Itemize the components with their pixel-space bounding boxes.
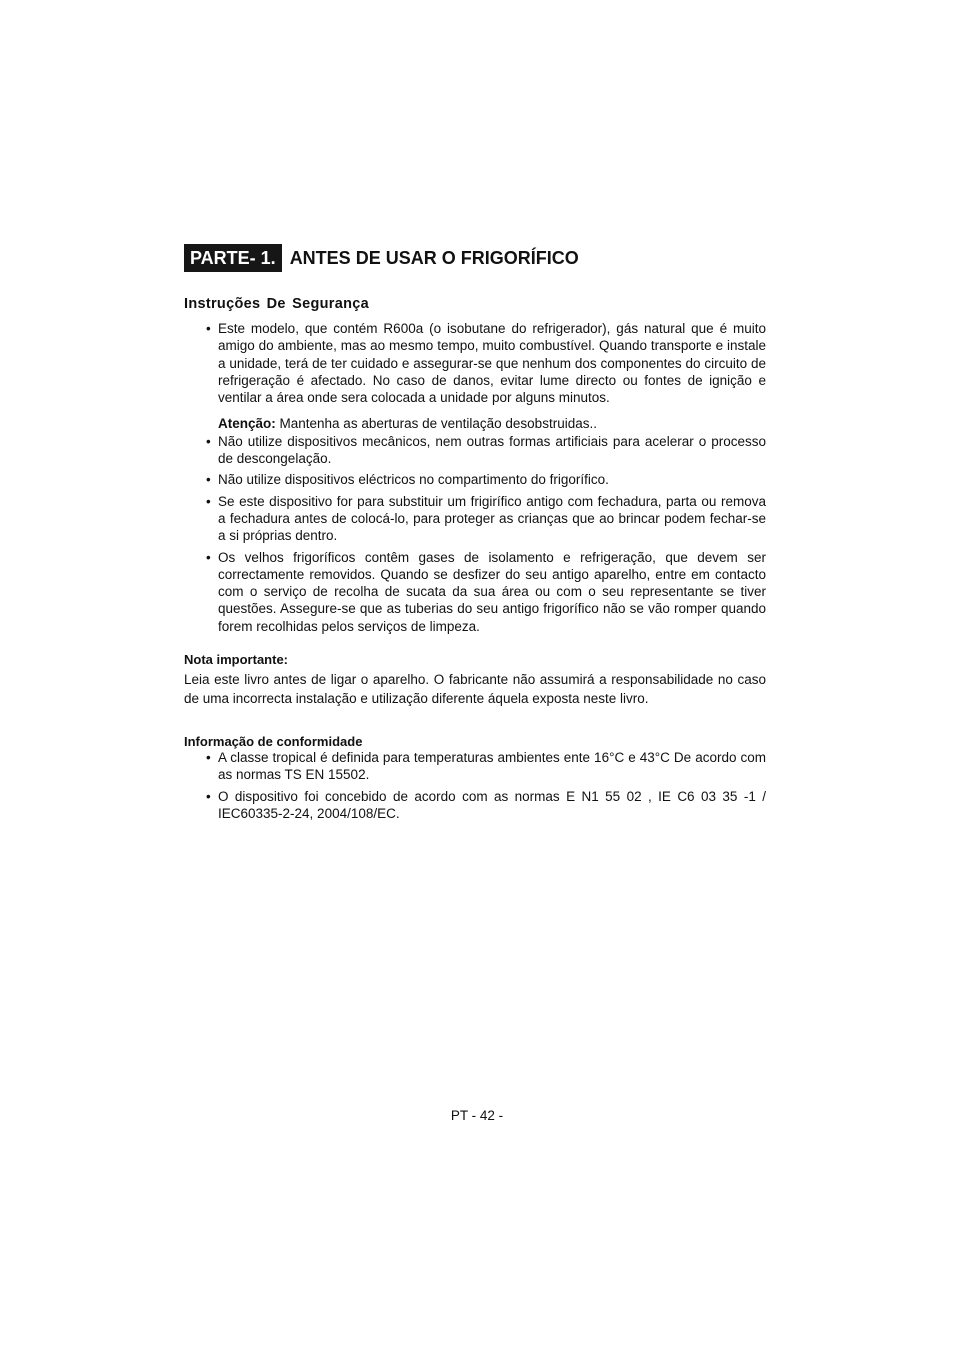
list-item [184, 549, 766, 635]
conformity-list [184, 749, 766, 822]
warning-label: Atenção: [218, 416, 276, 432]
part-badge: PARTE- 1. [184, 244, 282, 272]
bullet-icon: • [206, 750, 211, 766]
note-title: Nota importante: [184, 652, 288, 668]
bullet-icon: • [206, 788, 211, 804]
bullet-icon: • [206, 321, 211, 336]
bullet-icon: • [206, 493, 211, 509]
safety-list-secondary [184, 433, 766, 635]
list-item [184, 493, 766, 545]
bullet-icon: • [206, 549, 211, 565]
note-text: Leia este livro antes de ligar o aparelho. O fabricante não assumirá a responsabilidade no caso de uma incorrecta instalação e utilização diferente áquela exposta neste livro. [184, 672, 766, 706]
list-item-text: O dispositivo foi concebido de acordo com as normas E N1 55 02 , IE C6 03 35 -1 / IEC60335-2-24, 2004/108/EC. [218, 788, 766, 821]
list-item [184, 471, 766, 488]
page-number: PT - 42 - [450, 1108, 504, 1123]
list-item [184, 788, 766, 823]
list-item [184, 749, 766, 784]
list-item-text: Este modelo, que contém R600a (o isobutane do refrigerador), gás natural que é muito amigo do ambiente, mas ao mesmo tempo, muito combustível. Quando transporte e instale a unidade, terá de ter cuidado e assegurar-se que nenhum dos componentes do circuito de refrigeração é afectado. No caso de danos, evitar lume directo ou fontes de ignição e ventilar a área onde sera colocada a unidade por alguns minutos. [218, 321, 766, 406]
part-header [184, 244, 766, 272]
part-title: ANTES DE USAR O FRIGORÍFICO [289, 248, 579, 268]
safety-section-title: Instruções De Segurança [184, 296, 369, 312]
warning-note [184, 415, 766, 432]
bullet-icon: • [206, 433, 211, 449]
list-item-text: Os velhos frigoríficos contêm gases de isolamento e refrigeração, que devem ser correctamente removidos. Quando se desfizer do seu antigo aparelho, entre em contacto com o serviço de recolha de sucata da sua área ou com o seu representante se tiver questões. Assegure-se que as tuberias do seu antigo frigorífico não se vão romper quando forem recolhidas pelos serviços de limpeza. [218, 549, 766, 634]
page-content [184, 244, 766, 826]
conformity-title: Informação de conformidade [184, 734, 363, 750]
list-item [184, 320, 766, 406]
list-item-text: Não utilize dispositivos eléctricos no compartimento do frigorífico. [218, 472, 609, 488]
bullet-icon: • [206, 472, 211, 488]
list-item-text: A classe tropical é definida para temperaturas ambientes ente 16°C e 43°C De acordo com as normas TS EN 15502. [218, 750, 766, 783]
list-item-text: Se este dispositivo for para substituir um frigirífico antigo com fechadura, parta ou remova a fechadura antes de colocá-lo, para proteger as crianças que ao brincar podem fechar-se a si próprias dentro. [218, 493, 766, 544]
list-item-text: Não utilize dispositivos mecânicos, nem outras formas artificiais para acelerar o processo de descongelação. [218, 433, 766, 467]
list-item [184, 433, 766, 468]
safety-list-primary [184, 320, 766, 406]
warning-text: Mantenha as aberturas de ventilação desobstruidas.. [275, 416, 597, 432]
